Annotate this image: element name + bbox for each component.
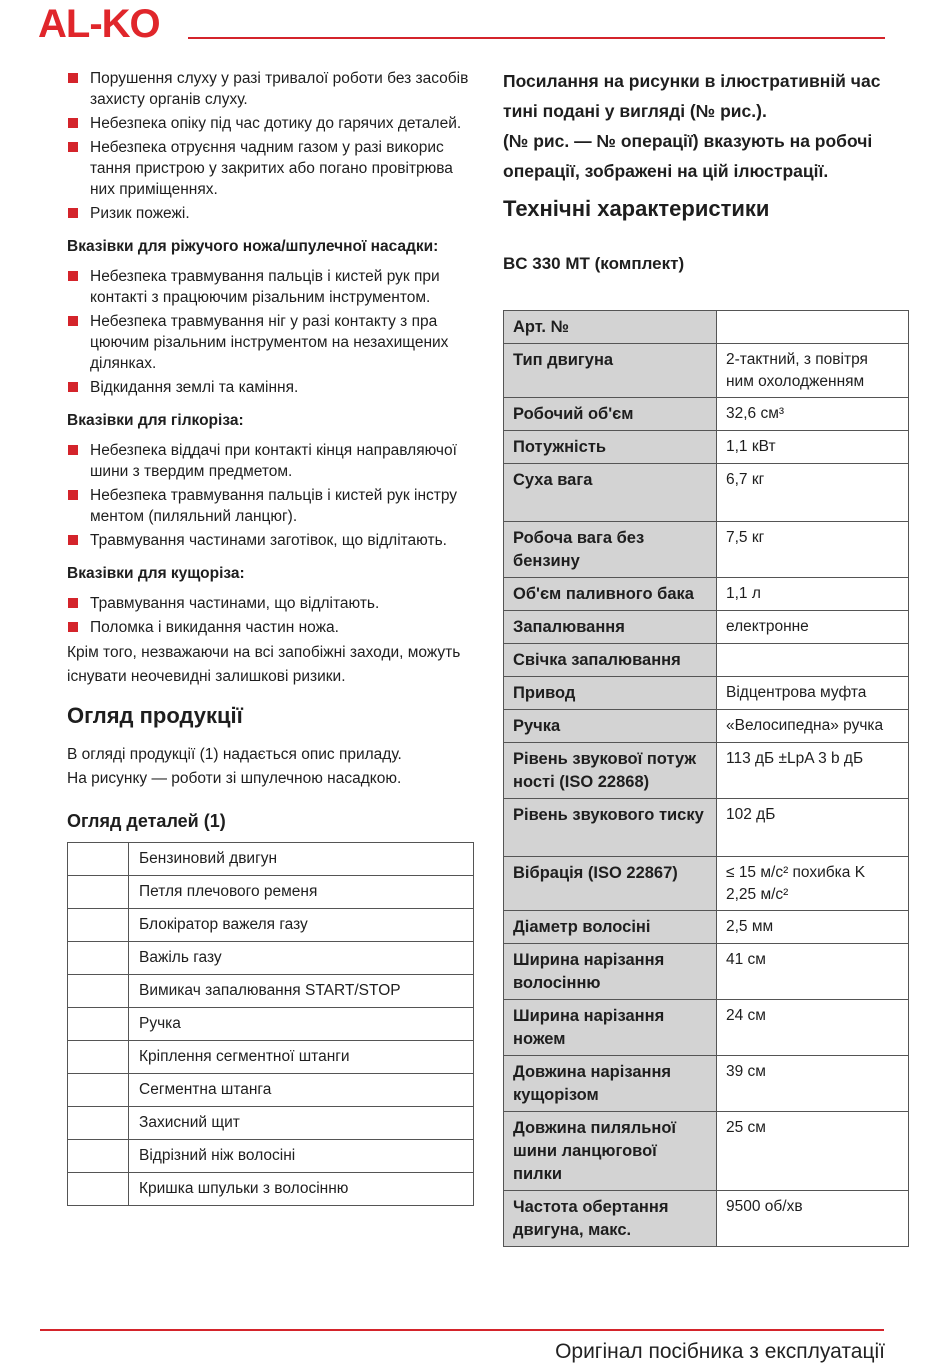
knife-list (67, 266, 477, 398)
spec-label: Довжина нарізання кущорізом (504, 1056, 717, 1112)
table-row (68, 843, 474, 876)
spec-value: ≤ 15 м/с² похибка K 2,25 м/с² (717, 857, 909, 911)
table-row (504, 644, 909, 677)
spec-label: Об'єм паливного бака (504, 578, 717, 611)
spec-value: 102 дБ (717, 799, 909, 857)
part-name: Блокіратор важеля газу (129, 909, 474, 942)
part-number-cell (68, 909, 129, 942)
table-row (504, 857, 909, 911)
part-number-cell (68, 1107, 129, 1140)
list-item: Поломка і викидання частин ножа. (67, 617, 477, 638)
part-name: Кришка шпульки з волосінню (129, 1173, 474, 1206)
part-number-cell (68, 1008, 129, 1041)
spec-label: Ручка (504, 710, 717, 743)
part-name: Захисний щит (129, 1107, 474, 1140)
table-row (68, 1008, 474, 1041)
part-number-cell (68, 876, 129, 909)
table-row (68, 942, 474, 975)
header-rule (188, 37, 885, 39)
operation-reference-note: (№ рис. — № операції) вказують на робочі операції, зображені на цій ілюстрації. (503, 131, 873, 181)
table-row (504, 522, 909, 578)
table-row (504, 1056, 909, 1112)
spec-value: 7,5 кг (717, 522, 909, 578)
parts-table (67, 842, 474, 1206)
residual-risk-text: Крім того, незважаючи на всі запобіжні заходи, можуть існувати неочевидні залишкові ризики. (67, 644, 461, 685)
part-name: Важіль газу (129, 942, 474, 975)
spec-label: Запалювання (504, 611, 717, 644)
list-item: Небезпека травмування пальців і кистей рук інстру ментом (пиляльний ланцюг). (67, 485, 477, 527)
right-column (503, 66, 909, 1247)
list-item: Відкидання землі та каміння. (67, 377, 477, 398)
spec-label: Ширина нарізання волосінню (504, 944, 717, 1000)
table-row (504, 431, 909, 464)
spec-value: 2,5 мм (717, 911, 909, 944)
table-row (504, 578, 909, 611)
list-item: Небезпека отруєння чадним газом у разі викорис тання пристрою у закритих або погано провітрюва них приміщеннях. (67, 137, 477, 200)
spec-label: Діаметр волосіні (504, 911, 717, 944)
part-number-cell (68, 1074, 129, 1107)
spec-value: 9500 об/хв (717, 1191, 909, 1247)
list-item: Порушення слуху у разі тривалої роботи без засобів захисту органів слуху. (67, 68, 477, 110)
overview-text: На рисунку — роботи зі шпулечною насадкою. (67, 770, 402, 787)
spec-value: 1,1 л (717, 578, 909, 611)
risk-list (67, 68, 477, 224)
spec-label: Суха вага (504, 464, 717, 522)
spec-value: 32,6 см³ (717, 398, 909, 431)
list-item: Небезпека травмування ніг у разі контакту з пра цюючим різальним інструментом на незахищених ділянках. (67, 311, 477, 374)
overview-text: В огляді продукції (1) надається опис приладу. (67, 746, 402, 763)
spec-label: Привод (504, 677, 717, 710)
left-column (67, 68, 477, 1206)
table-row (504, 398, 909, 431)
table-row (68, 876, 474, 909)
spec-value: 6,7 кг (717, 464, 909, 522)
table-row (504, 611, 909, 644)
table-row (68, 1107, 474, 1140)
table-row (504, 799, 909, 857)
part-name: Кріплення сегментної штанги (129, 1041, 474, 1074)
table-row (68, 1074, 474, 1107)
spec-value: 25 см (717, 1112, 909, 1191)
spec-value: 39 см (717, 1056, 909, 1112)
list-item: Небезпека віддачі при контакті кінця направляючої шини з твердим предметом. (67, 440, 477, 482)
part-number-cell (68, 843, 129, 876)
spec-label: Ширина нарізання ножем (504, 1000, 717, 1056)
spec-label: Вібрація (ISO 22867) (504, 857, 717, 911)
parts-title: Огляд деталей (1) (67, 811, 226, 831)
tech-specs-title: Технічні характеристики (503, 196, 770, 221)
list-item: Небезпека опіку під час дотику до гарячих деталей. (67, 113, 477, 134)
overview-title: Огляд продукції (67, 703, 243, 728)
list-item: Ризик пожежі. (67, 203, 477, 224)
hedge-heading: Вказівки для кущоріза: (67, 565, 245, 582)
spec-value: 41 см (717, 944, 909, 1000)
list-item: Травмування частинами заготівок, що відлітають. (67, 530, 477, 551)
table-row (504, 944, 909, 1000)
list-item: Травмування частинами, що відлітають. (67, 593, 477, 614)
table-row (504, 1191, 909, 1247)
alko-logo: AL-KO (38, 2, 160, 46)
table-row (68, 1041, 474, 1074)
spec-value: 2-тактний, з повітря ним охолодженням (717, 344, 909, 398)
table-row (504, 1000, 909, 1056)
spec-value: 1,1 кВт (717, 431, 909, 464)
part-number-cell (68, 1140, 129, 1173)
table-row (68, 1140, 474, 1173)
table-row (504, 677, 909, 710)
spec-value: Відцентрова муфта (717, 677, 909, 710)
table-row (504, 311, 909, 344)
part-name: Бензиновий двигун (129, 843, 474, 876)
spec-label: Робоча вага без бензину (504, 522, 717, 578)
part-name: Вимикач запалювання START/STOP (129, 975, 474, 1008)
spec-label: Частота обертання двигуна, макс. (504, 1191, 717, 1247)
spec-label: Тип двигуна (504, 344, 717, 398)
part-number-cell (68, 1041, 129, 1074)
part-name: Ручка (129, 1008, 474, 1041)
part-name: Сегментна штанга (129, 1074, 474, 1107)
spec-label: Довжина пиляльної шини ланцюгової пилки (504, 1112, 717, 1191)
spec-label: Рівень звукового тиску (504, 799, 717, 857)
spec-label: Рівень звукової потуж ності (ISO 22868) (504, 743, 717, 799)
table-row (504, 710, 909, 743)
spec-table (503, 310, 909, 1247)
pruner-heading: Вказівки для гілкоріза: (67, 412, 244, 429)
spec-value (717, 311, 909, 344)
footer-title: Оригінал посібника з експлуатації (555, 1340, 885, 1363)
part-name: Петля плечового ременя (129, 876, 474, 909)
spec-value (717, 644, 909, 677)
spec-label: Потужність (504, 431, 717, 464)
table-row (68, 975, 474, 1008)
spec-label: Робочий об'єм (504, 398, 717, 431)
figure-reference-note: Посилання на рисунки в ілюстративній час тині подані у вигляді (№ рис.). (503, 71, 881, 121)
spec-value: «Велосипедна» ручка (717, 710, 909, 743)
spec-value: 113 дБ ±LpA 3 b дБ (717, 743, 909, 799)
part-name: Відрізний ніж волосіні (129, 1140, 474, 1173)
spec-label: Свічка запалювання (504, 644, 717, 677)
part-number-cell (68, 1173, 129, 1206)
list-item: Небезпека травмування пальців і кистей рук при контакті з працюючим різальним інструментом. (67, 266, 477, 308)
spec-label: Арт. № (504, 311, 717, 344)
table-row (504, 464, 909, 522)
footer-rule (40, 1329, 884, 1331)
table-row (504, 911, 909, 944)
table-row (504, 743, 909, 799)
hedge-list (67, 593, 477, 638)
table-row (504, 1112, 909, 1191)
table-row (68, 909, 474, 942)
part-number-cell (68, 975, 129, 1008)
pruner-list (67, 440, 477, 551)
spec-value: 24 см (717, 1000, 909, 1056)
model-name: BC 330 MT (комплект) (503, 254, 685, 273)
table-row (68, 1173, 474, 1206)
table-row (504, 344, 909, 398)
spec-value: електронне (717, 611, 909, 644)
knife-heading: Вказівки для ріжучого ножа/шпулечної насадки: (67, 238, 439, 255)
part-number-cell (68, 942, 129, 975)
